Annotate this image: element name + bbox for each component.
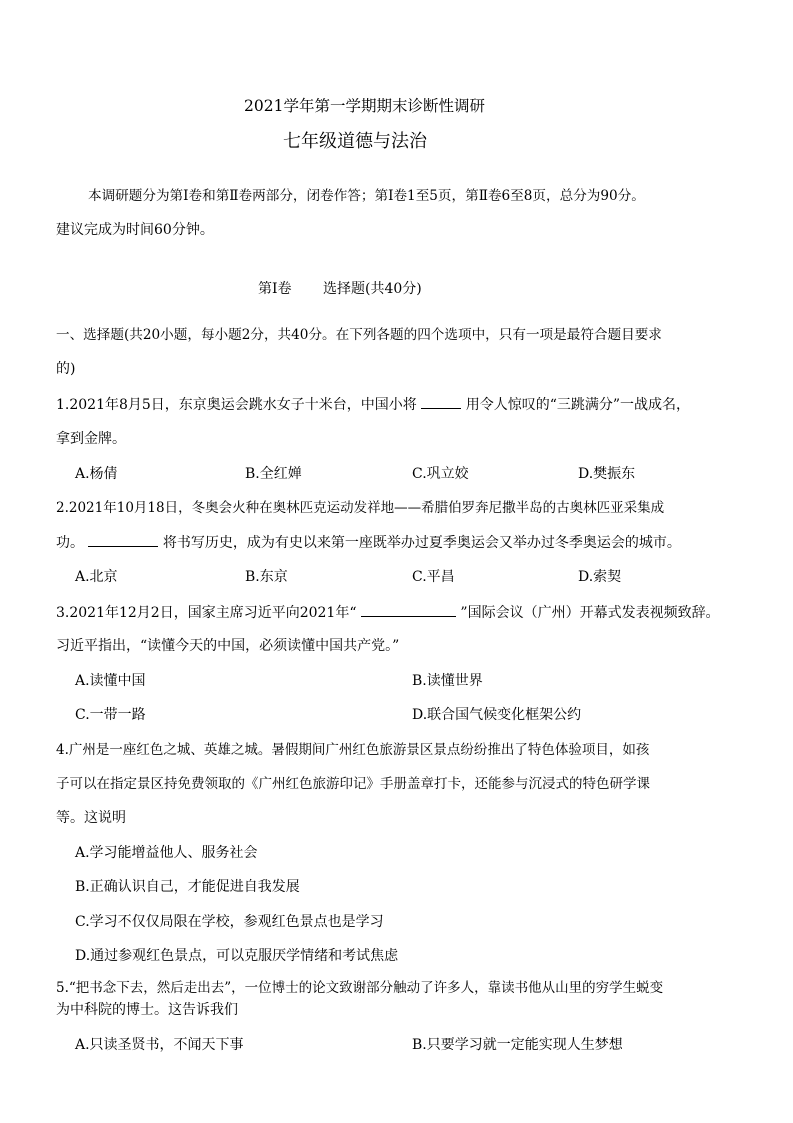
intro-line-2: 建议完成为时间60分钟。 — [56, 222, 214, 238]
question-4-stem-line-1: 4.广州是一座红色之城、英雄之城。暑假期间广州红色旅游景区景点纷纷推出了特色体验项目，如孩 — [56, 742, 650, 758]
question-5-option-b: B.只要学习就一定能实现人生梦想 — [412, 1037, 623, 1053]
question-1-option-a: A.杨倩 — [75, 466, 118, 482]
question-1-option-c: C.巩立姣 — [412, 466, 469, 482]
question-4-stem-line-2: 子可以在指定景区持免费领取的《广州红色旅游印记》手册盖章打卡，还能参与沉浸式的特色研学课 — [56, 776, 650, 792]
question-4-stem-line-3: 等。这说明 — [56, 810, 126, 826]
intro-line-1: 本调研题分为第Ⅰ卷和第Ⅱ卷两部分，闭卷作答；第Ⅰ卷1至5页，第Ⅱ卷6至8页，总分为90分。 — [88, 188, 645, 204]
question-1-stem-line-2: 拿到金牌。 — [56, 431, 126, 447]
question-2-option-d: D.索契 — [578, 569, 622, 585]
question-2-option-c: C.平昌 — [412, 569, 455, 585]
question-1-stem — [56, 394, 690, 415]
question-3-option-d: D.联合国气候变化框架公约 — [412, 707, 582, 723]
question-2-stem-part-2: 将书写历史，成为有史以来第一座既举办过夏季奥运会又举办过冬季奥运会的城市。 — [162, 535, 681, 551]
question-1-stem-part-1: 1.2021年8月5日，东京奥运会跳水女子十米台，中国小将 — [56, 397, 417, 413]
answer-blank-2 — [88, 532, 158, 547]
question-3-stem — [56, 602, 720, 623]
question-4-option-a: A.学习能增益他人、服务社会 — [75, 845, 258, 861]
question-5-stem-line-1: 5.“把书念下去，然后走出去”，一位博士的论文致谢部分触动了许多人，靠读书他从山里的穷学生蜕变 — [56, 980, 664, 996]
question-3-stem-line-2: 习近平指出，“读懂今天的中国，必须读懂中国共产党。” — [56, 638, 400, 654]
question-2-option-b: B.东京 — [245, 569, 288, 585]
exam-subject: 七年级道德与法治 — [283, 131, 427, 152]
section-instructions-1: 一、选择题(共20小题，每小题2分，共40分。在下列各题的四个选项中，只有一项是最符合题目要求 — [56, 327, 662, 343]
question-3-option-c: C.一带一路 — [75, 707, 146, 723]
question-2-option-a: A.北京 — [75, 569, 118, 585]
answer-blank-1 — [421, 394, 461, 409]
part-title: 选择题(共40分) — [323, 281, 422, 297]
question-2-stem-line-2 — [56, 532, 681, 553]
question-4-option-d: D.通过参观红色景点，可以克服厌学情绪和考试焦虑 — [75, 948, 399, 964]
question-5-stem-line-2: 为中科院的博士。这告诉我们 — [56, 1002, 238, 1018]
exam-title: 2021学年第一学期期末诊断性调研 — [244, 97, 485, 115]
question-3-option-b: B.读懂世界 — [412, 673, 483, 689]
question-1-stem-part-2: 用令人惊叹的“三跳满分”一战成名， — [465, 397, 691, 413]
question-5-option-a: A.只读圣贤书，不闻天下事 — [75, 1037, 244, 1053]
question-2-stem-line-1: 2.2021年10月18日，冬奥会火种在奥林匹克运动发祥地——希腊伯罗奔尼撒半岛的古奥林匹亚采集成 — [56, 500, 665, 516]
question-3-stem-part-1: 3.2021年12月2日，国家主席习近平向2021年“ — [56, 605, 357, 621]
question-3-stem-part-2: ”国际会议（广州）开幕式发表视频致辞。 — [460, 605, 720, 621]
part-label: 第Ⅰ卷 — [258, 281, 292, 297]
answer-blank-3 — [361, 602, 456, 617]
section-instructions-2: 的) — [56, 361, 76, 377]
question-4-option-c: C.学习不仅仅局限在学校，参观红色景点也是学习 — [75, 914, 384, 930]
question-4-option-b: B.正确认识自己，才能促进自我发展 — [75, 879, 300, 895]
question-2-stem-part-1: 功。 — [56, 535, 84, 551]
question-1-option-b: B.全红婵 — [245, 466, 302, 482]
question-3-option-a: A.读懂中国 — [75, 673, 146, 689]
question-1-option-d: D.樊振东 — [578, 466, 636, 482]
